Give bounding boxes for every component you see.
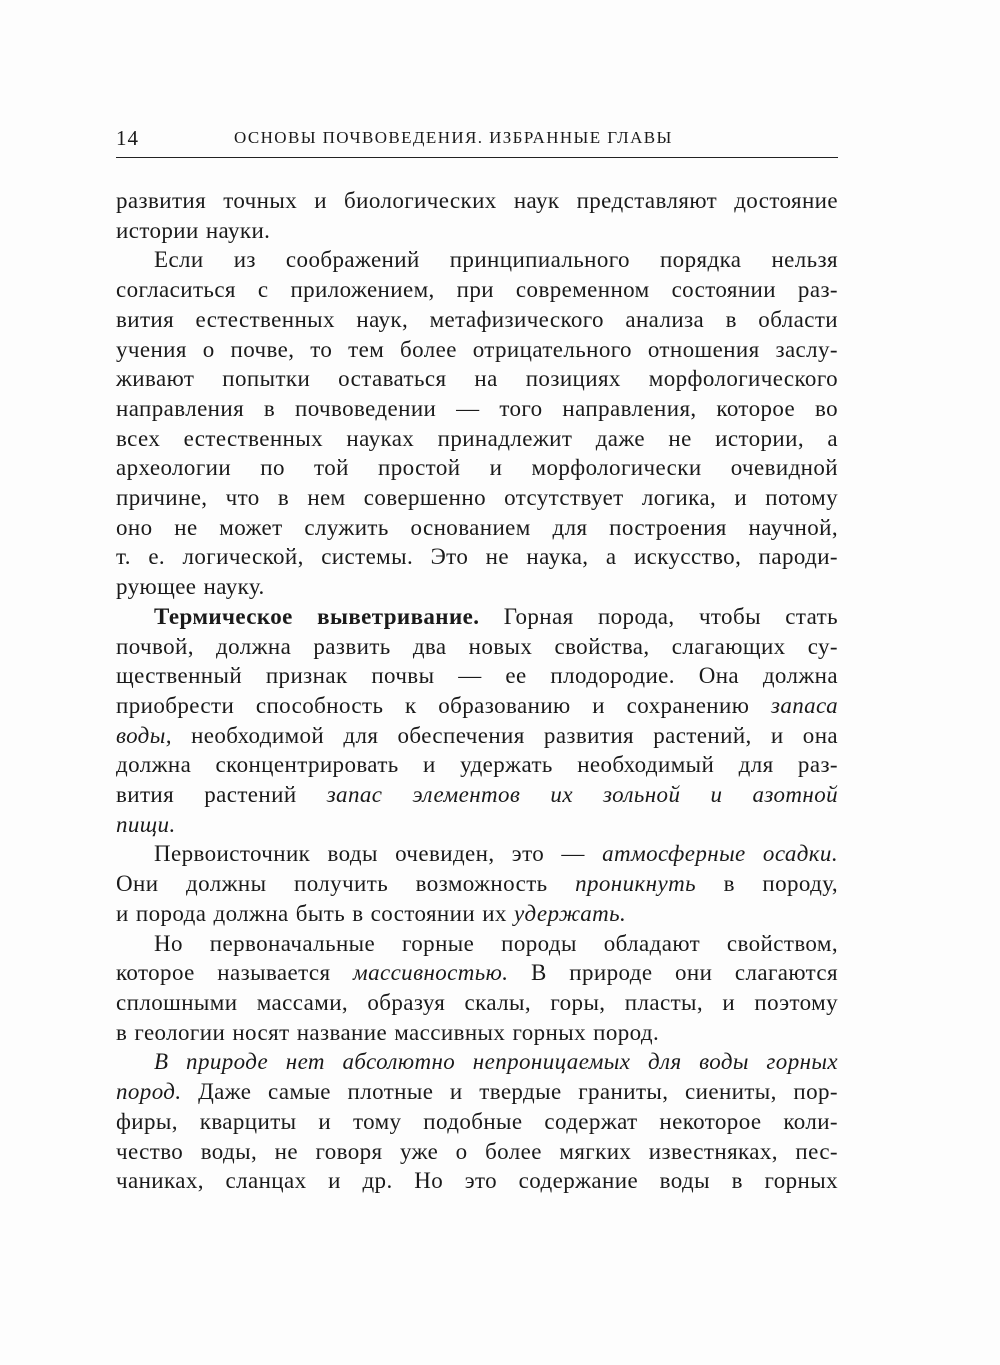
text-line: Но первоначальные горные породы обладают свойством, (154, 930, 838, 956)
text-line: чество воды, не говоря уже о более мягких известняках, пес- (116, 1138, 838, 1164)
body-text (116, 186, 838, 1196)
text-line: согласиться с приложением, при современном состоянии раз- (116, 277, 838, 303)
text-line: щественный признак почвы — ее плодородие. Она должна (116, 663, 838, 689)
text-line (116, 958, 838, 988)
text-run: которое называется (116, 960, 331, 986)
italic-run: пищи. (116, 811, 176, 837)
text-line: почвой, должна развить два новых свойства, слагающих су- (116, 633, 838, 659)
paragraph-2 (116, 245, 838, 601)
text-line: рующее науку. (116, 574, 265, 600)
text-line (116, 691, 838, 721)
page-number: 14 (116, 126, 139, 150)
text-line (116, 810, 838, 840)
text-run: вития растений (116, 782, 297, 808)
text-line: фиры, кварциты и тому подобные содержат некоторое коли- (116, 1108, 838, 1134)
text-run: Даже самые плотные и твердые граниты, сиениты, пор- (198, 1079, 838, 1105)
text-line (116, 780, 838, 810)
text-line: должна сконцентрировать и удержать необходимый для раз- (116, 752, 838, 778)
text-line: чаниках, сланцах и др. Но это содержание воды в горных (116, 1168, 838, 1194)
text-run: Они должны получить возможность (116, 871, 548, 897)
italic-run: удержать. (513, 900, 627, 926)
italic-run: В природе нет абсолютно непроницаемых для воды горных (154, 1049, 838, 1075)
page-header (116, 122, 838, 158)
text-line (116, 1047, 838, 1077)
text-line: направления в почвоведении — того направления, которое во (116, 395, 838, 421)
italic-run: запаса (770, 692, 838, 718)
text-line: вития естественных наук, метафизического анализа в области (116, 306, 838, 332)
italic-run: запас элементов их зольной и азотной (326, 782, 839, 808)
text-run: В природе они слагаются (530, 960, 838, 986)
header-rule (116, 157, 838, 158)
text-run: необходимой для обеспечения развития растений, и она (191, 722, 839, 748)
text-line: развития точных и биологических наук представляют достояние (116, 188, 838, 213)
paragraph-3 (116, 602, 838, 840)
text-run: и порода должна быть в состоянии их (116, 900, 507, 926)
paragraph-6 (116, 1047, 838, 1196)
paragraph-4 (116, 839, 838, 928)
text-line: в геологии носят название массивных горных пород. (116, 1019, 660, 1045)
italic-run: воды, (116, 722, 172, 748)
text-line (116, 869, 838, 899)
text-line (116, 839, 838, 869)
text-line (116, 1077, 838, 1107)
text-line: истории науки. (116, 217, 271, 243)
section-heading: Термическое выветривание. (154, 603, 480, 629)
text-run: в породу, (723, 871, 838, 897)
text-line: сплошными массами, образуя скалы, горы, пласты, и поэтому (116, 989, 838, 1015)
text-line: археологии по той простой и морфологически очевидной (116, 455, 838, 481)
text-line (116, 721, 838, 751)
text-line: т. е. логической, системы. Это не наука, а искусство, пароди- (116, 544, 838, 570)
text-line: живают попытки оставаться на позициях морфологического (116, 366, 838, 392)
running-title: ОСНОВЫ ПОЧВОВЕДЕНИЯ. ИЗБРАННЫЕ ГЛАВЫ (234, 128, 673, 147)
text-line: оно не может служить основанием для построения научной, (116, 514, 838, 540)
italic-run: проникнуть (575, 871, 696, 897)
text-line: причине, что в нем совершенно отсутствует логика, и потому (116, 485, 838, 511)
text-run: Горная порода, чтобы стать (503, 603, 839, 629)
italic-run: пород. (116, 1079, 182, 1105)
text-line: всех естественных науках принадлежит даже не истории, а (116, 425, 838, 451)
italic-run: массивностью. (352, 960, 509, 986)
paragraph-1 (116, 186, 838, 245)
paragraph-5 (116, 929, 838, 1048)
text-line: учения о почве, то тем более отрицательного отношения заслу- (116, 336, 838, 362)
text-run: Первоисточник воды очевиден, это — (154, 841, 585, 867)
text-run: приобрести способность к образованию и сохранению (116, 692, 750, 718)
italic-run: атмосферные осадки. (602, 841, 838, 867)
text-line (116, 899, 838, 929)
text-line (116, 602, 838, 632)
text-line: Если из соображений принципиального порядка нельзя (154, 247, 838, 273)
